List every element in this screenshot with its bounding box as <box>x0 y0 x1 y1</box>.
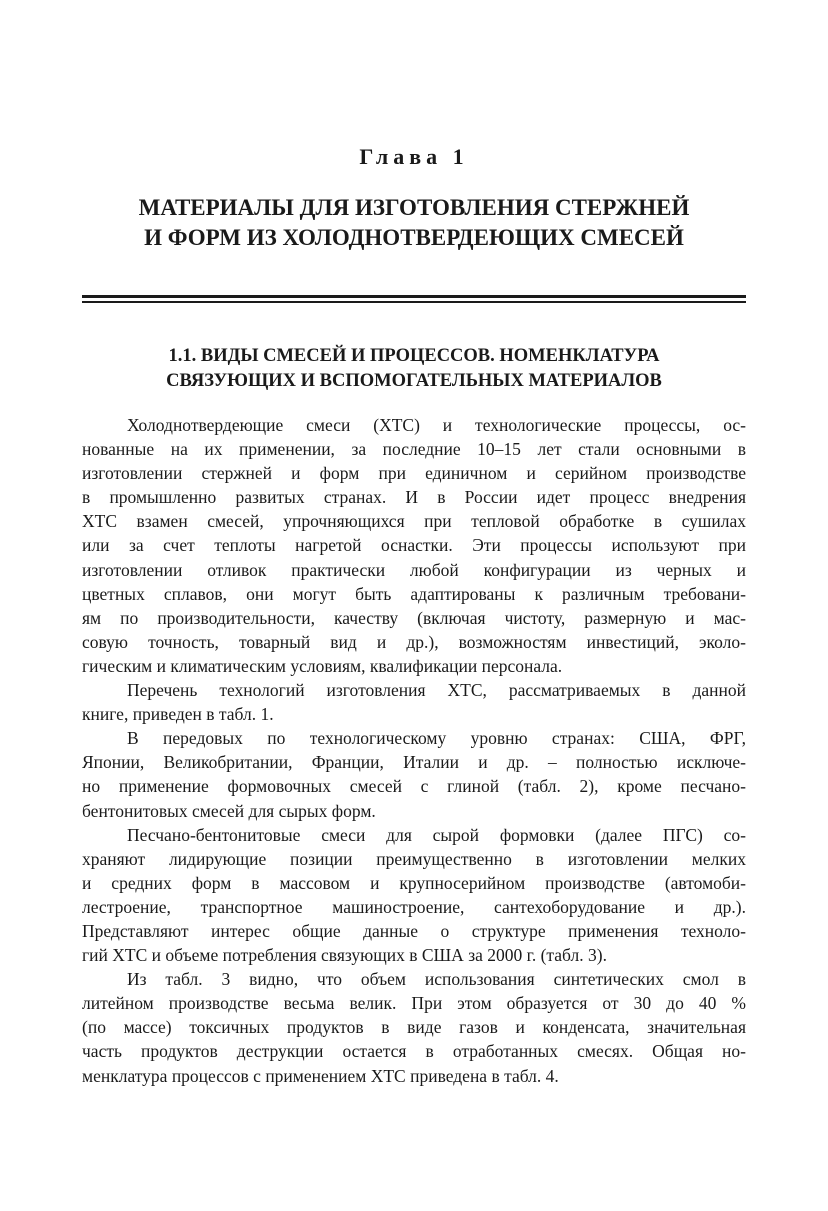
paragraph-4 <box>82 823 746 968</box>
rule-thin-line <box>82 301 746 303</box>
double-rule-divider <box>82 295 746 304</box>
text-line: лестроение, транспортное машиностроение, сантехоборудование и др.). <box>82 896 746 917</box>
text-line: менклатура процессов с применением ХТС приведена в табл. 4. <box>82 1065 559 1086</box>
paragraph-1 <box>82 413 746 678</box>
rule-thick-line <box>82 295 746 298</box>
text-line: ХТС взамен смесей, упрочняющихся при тепловой обработке в сушилах <box>82 511 746 532</box>
text-line: Представляют интерес общие данные о структуре применения техноло- <box>82 920 746 941</box>
text-line: В передовых по технологическому уровню странах: США, ФРГ, <box>127 728 746 749</box>
text-line: совую точность, товарный вид и др.), возможностям инвестиций, эколо- <box>82 631 746 652</box>
text-line: ям по производительности, качеству (включая чистоту, размерную и мас- <box>82 607 746 628</box>
text-line: цветных сплавов, они могут быть адаптированы к различным требовани- <box>82 583 746 604</box>
text-line: (по массе) токсичных продуктов в виде газов и конденсата, значительная <box>82 1017 746 1038</box>
text-line: Песчано-бентонитовые смеси для сырой формовки (далее ПГС) со- <box>127 824 746 845</box>
text-line: книге, приведен в табл. 1. <box>82 704 274 725</box>
paragraph-5 <box>82 967 746 1087</box>
text-line: или за счет теплоты нагретой оснастки. Эти процессы используют при <box>82 535 746 556</box>
text-line: литейном производстве весьма велик. При этом образуется от 30 до 40 % <box>82 993 746 1014</box>
chapter-title-line: МАТЕРИАЛЫ ДЛЯ ИЗГОТОВЛЕНИЯ СТЕРЖНЕЙ <box>138 195 690 220</box>
section-title-line: СВЯЗУЮЩИХ И ВСПОМОГАТЕЛЬНЫХ МАТЕРИАЛОВ <box>166 371 662 391</box>
text-line: но применение формовочных смесей с глиной (табл. 2), кроме песчано- <box>82 776 746 797</box>
text-line: Из табл. 3 видно, что объем использования синтетических смол в <box>127 969 746 990</box>
chapter-label: Глава 1 <box>359 144 469 169</box>
text-line: храняют лидирующие позиции преимущественно в изготовлении мелких <box>82 848 746 869</box>
chapter-title <box>82 193 746 253</box>
text-line: изготовлении отливок практически любой конфигурации из черных и <box>82 559 746 580</box>
text-line: нованные на их применении, за последние 10–15 лет стали основными в <box>82 439 746 460</box>
text-line: изготовлении стержней и форм при единичном и серийном производстве <box>82 463 746 484</box>
paragraph-3 <box>82 726 746 822</box>
paragraph-2 <box>82 678 746 726</box>
text-line: бентонитовых смесей для сырых форм. <box>82 800 376 821</box>
text-line: Японии, Великобритании, Франции, Италии и др. – полностью исключе- <box>82 752 746 773</box>
text-line: Холоднотвердеющие смеси (ХТС) и технологические процессы, ос- <box>127 415 746 435</box>
text-line: и средних форм в массовом и крупносерийном производстве (автомоби- <box>82 872 746 893</box>
text-line: гическим и климатическим условиям, квалификации персонала. <box>82 655 563 676</box>
section-title <box>82 344 746 394</box>
text-line: в промышленно развитых странах. И в России идет процесс внедрения <box>82 487 746 508</box>
text-line: Перечень технологий изготовления ХТС, рассматриваемых в данной <box>127 680 746 701</box>
section-title-line: 1.1. ВИДЫ СМЕСЕЙ И ПРОЦЕССОВ. НОМЕНКЛАТУРА <box>168 346 660 366</box>
chapter-title-line: И ФОРМ ИЗ ХОЛОДНОТВЕРДЕЮЩИХ СМЕСЕЙ <box>144 225 684 250</box>
text-line: часть продуктов деструкции остается в отработанных смесях. Общая но- <box>82 1041 746 1062</box>
body-text <box>82 413 746 1088</box>
text-line: гий ХТС и объеме потребления связующих в США за 2000 г. (табл. 3). <box>82 945 607 966</box>
